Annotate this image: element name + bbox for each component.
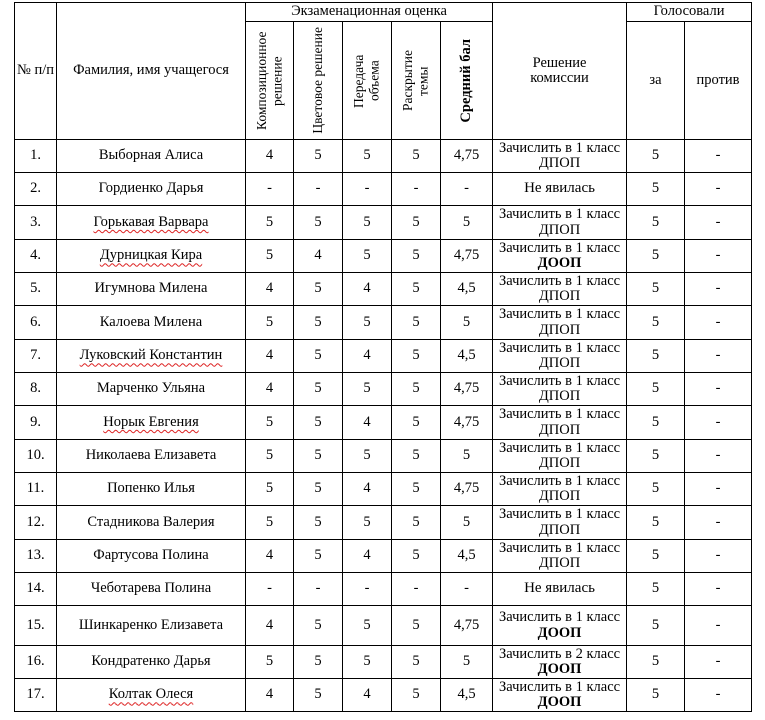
student-name-cell (57, 506, 246, 540)
decision-text: Зачислить в 1 класс (498, 609, 621, 626)
score-composition: 4 (246, 540, 294, 573)
score-color: 5 (294, 306, 343, 340)
row-number: 17. (15, 679, 57, 712)
decision-program: ДООП (537, 255, 582, 271)
student-name: Попенко Илья (107, 480, 195, 497)
decision-cell (493, 646, 627, 679)
decision-cell (493, 173, 627, 206)
score-volume: 5 (343, 646, 392, 679)
row-number: 5. (15, 273, 57, 306)
score-composition: 5 (246, 240, 294, 273)
score-average: - (441, 573, 493, 606)
score-volume: 4 (343, 340, 392, 373)
decision-cell (493, 540, 627, 573)
score-average: 5 (441, 440, 493, 473)
table-row (15, 273, 752, 306)
votes-for: 5 (627, 240, 685, 273)
score-theme: 5 (392, 473, 441, 506)
student-name-cell (57, 646, 246, 679)
score-theme: 5 (392, 646, 441, 679)
score-volume: 4 (343, 679, 392, 712)
decision-program: ДПОП (538, 355, 581, 371)
student-name: Игумнова Милена (94, 280, 208, 297)
votes-for: 5 (627, 373, 685, 406)
decision-text: Зачислить в 1 класс (498, 678, 621, 695)
votes-for: 5 (627, 473, 685, 506)
votes-against: - (685, 540, 752, 573)
decision-cell (493, 606, 627, 646)
student-name-cell (57, 440, 246, 473)
table-row (15, 540, 752, 573)
votes-against: - (685, 506, 752, 540)
row-number: 9. (15, 406, 57, 440)
row-number: 7. (15, 340, 57, 373)
decision-program: ДПОП (538, 155, 581, 171)
score-composition: 5 (246, 306, 294, 340)
votes-for: 5 (627, 306, 685, 340)
decision-cell (493, 679, 627, 712)
score-color: 5 (294, 406, 343, 440)
score-volume: 5 (343, 140, 392, 173)
header-volume-label: Передача объема (351, 53, 382, 108)
score-volume: 5 (343, 206, 392, 240)
score-color: 4 (294, 240, 343, 273)
table-row (15, 679, 752, 712)
decision-program: ДООП (537, 624, 582, 641)
table-row (15, 206, 752, 240)
student-name-cell (57, 679, 246, 712)
student-name-cell (57, 340, 246, 373)
decision-text: Зачислить в 1 класс (498, 239, 621, 256)
score-average: 4,75 (441, 373, 493, 406)
votes-against: - (685, 406, 752, 440)
row-number: 2. (15, 173, 57, 206)
table-body (15, 140, 752, 712)
score-color: 5 (294, 340, 343, 373)
decision-program: ДПОП (538, 488, 581, 504)
score-average: 4,5 (441, 340, 493, 373)
table-row (15, 406, 752, 440)
score-volume: 5 (343, 373, 392, 406)
decision-program: ДПОП (538, 521, 581, 538)
score-composition: 4 (246, 140, 294, 173)
student-name: Марченко Ульяна (96, 380, 206, 397)
decision-cell (493, 506, 627, 540)
row-number: 16. (15, 646, 57, 679)
score-volume: 5 (343, 240, 392, 273)
score-volume: 4 (343, 273, 392, 306)
votes-against: - (685, 306, 752, 340)
table-row (15, 473, 752, 506)
table-row (15, 606, 752, 646)
decision-text: Зачислить в 1 класс (498, 406, 621, 423)
row-number: 4. (15, 240, 57, 273)
decision-text: Зачислить в 1 класс (498, 506, 621, 523)
votes-against: - (685, 173, 752, 206)
score-composition: 5 (246, 473, 294, 506)
votes-against: - (685, 240, 752, 273)
score-composition: 5 (246, 506, 294, 540)
votes-for: 5 (627, 173, 685, 206)
decision-cell (493, 473, 627, 506)
score-composition: 4 (246, 606, 294, 646)
score-volume: 5 (343, 606, 392, 646)
votes-for: 5 (627, 679, 685, 712)
row-number: 8. (15, 373, 57, 406)
score-average: 4,5 (441, 540, 493, 573)
score-average: 4,5 (441, 679, 493, 712)
student-name-cell (57, 206, 246, 240)
score-average: 4,75 (441, 406, 493, 440)
votes-against: - (685, 646, 752, 679)
header-student-name: Фамилия, имя учащегося (57, 3, 246, 140)
score-average: 4,5 (441, 273, 493, 306)
decision-text: Не явилась (524, 180, 595, 197)
decision-program: ДООП (537, 694, 582, 710)
score-color: - (294, 573, 343, 606)
score-volume: 5 (343, 306, 392, 340)
score-color: 5 (294, 679, 343, 712)
votes-for: 5 (627, 273, 685, 306)
header-decision-label: Решение комиссии (530, 54, 589, 86)
score-volume: 4 (343, 473, 392, 506)
score-average: - (441, 173, 493, 206)
header-color (294, 22, 343, 140)
student-name-cell (57, 273, 246, 306)
score-average: 4,75 (441, 240, 493, 273)
votes-for: 5 (627, 540, 685, 573)
header-against: против (685, 22, 752, 140)
score-theme: - (392, 573, 441, 606)
decision-program: ДПОП (538, 421, 581, 438)
student-name-cell (57, 473, 246, 506)
student-name-cell (57, 540, 246, 573)
student-name: Выборная Алиса (98, 147, 204, 164)
votes-against: - (685, 206, 752, 240)
votes-for: 5 (627, 140, 685, 173)
table-row (15, 373, 752, 406)
score-theme: 5 (392, 306, 441, 340)
decision-text: Зачислить в 1 класс (498, 206, 621, 223)
score-average: 5 (441, 206, 493, 240)
decision-text: Зачислить в 1 класс (498, 372, 621, 389)
row-number: 11. (15, 473, 57, 506)
table-row (15, 340, 752, 373)
score-average: 5 (441, 306, 493, 340)
score-color: 5 (294, 506, 343, 540)
votes-for: 5 (627, 440, 685, 473)
votes-against: - (685, 679, 752, 712)
votes-against: - (685, 340, 752, 373)
score-theme: 5 (392, 273, 441, 306)
score-color: 5 (294, 540, 343, 573)
score-theme: 5 (392, 240, 441, 273)
header-voted-group: Голосовали (627, 3, 752, 22)
score-theme: - (392, 173, 441, 206)
student-name-cell (57, 306, 246, 340)
row-number: 15. (15, 606, 57, 646)
header-composition (246, 22, 294, 140)
votes-for: 5 (627, 340, 685, 373)
student-name: Кондратенко Дарья (91, 653, 211, 670)
table-row (15, 306, 752, 340)
score-composition: 5 (246, 206, 294, 240)
student-name-cell (57, 373, 246, 406)
score-color: 5 (294, 273, 343, 306)
score-volume: 5 (343, 506, 392, 540)
score-color: 5 (294, 373, 343, 406)
votes-for: 5 (627, 606, 685, 646)
decision-cell (493, 240, 627, 273)
score-average: 4,75 (441, 140, 493, 173)
header-num: № п/п (15, 3, 57, 140)
student-name: Николаева Елизавета (85, 447, 217, 464)
score-color: 5 (294, 606, 343, 646)
header-exam-group: Экзаменационная оценка (246, 3, 493, 22)
score-composition: - (246, 173, 294, 206)
decision-text: Зачислить в 1 класс (498, 539, 621, 556)
votes-against: - (685, 606, 752, 646)
header-volume (343, 22, 392, 140)
student-name-cell (57, 173, 246, 206)
student-name: Фартусова Полина (93, 547, 209, 564)
student-name-cell (57, 140, 246, 173)
score-composition: - (246, 573, 294, 606)
decision-text: Зачислить в 1 класс (498, 472, 621, 489)
decision-cell (493, 273, 627, 306)
score-theme: 5 (392, 679, 441, 712)
score-volume: 4 (343, 406, 392, 440)
score-composition: 5 (246, 406, 294, 440)
header-average-label: Средний бал (458, 38, 475, 123)
decision-text: Зачислить в 1 класс (498, 439, 621, 456)
votes-against: - (685, 573, 752, 606)
score-average: 5 (441, 646, 493, 679)
score-volume: 5 (343, 440, 392, 473)
votes-against: - (685, 440, 752, 473)
table-row (15, 573, 752, 606)
decision-program: ДПОП (538, 288, 581, 304)
decision-cell (493, 573, 627, 606)
student-name-cell (57, 240, 246, 273)
row-number: 10. (15, 440, 57, 473)
score-theme: 5 (392, 440, 441, 473)
decision-program: ДООП (537, 661, 582, 677)
header-for: за (627, 22, 685, 140)
student-name-cell (57, 606, 246, 646)
votes-for: 5 (627, 406, 685, 440)
table-row (15, 173, 752, 206)
score-theme: 5 (392, 340, 441, 373)
row-number: 14. (15, 573, 57, 606)
row-number: 6. (15, 306, 57, 340)
score-theme: 5 (392, 373, 441, 406)
student-name: Норык Евгения (103, 413, 199, 430)
decision-program: ДПОП (538, 455, 581, 471)
score-average: 5 (441, 506, 493, 540)
student-name: Шинкаренко Елизавета (78, 616, 224, 633)
score-composition: 4 (246, 373, 294, 406)
score-theme: 5 (392, 206, 441, 240)
score-color: 5 (294, 646, 343, 679)
decision-cell (493, 373, 627, 406)
student-name: Гордиенко Дарья (98, 180, 204, 197)
votes-for: 5 (627, 646, 685, 679)
score-composition: 4 (246, 340, 294, 373)
header-theme-label: Раскрытие темы (400, 50, 431, 111)
table-row (15, 440, 752, 473)
student-name: Чеботарева Полина (90, 580, 212, 597)
header-theme (392, 22, 441, 140)
student-name: Дурницкая Кира (99, 247, 203, 264)
votes-for: 5 (627, 206, 685, 240)
score-volume: - (343, 173, 392, 206)
votes-against: - (685, 473, 752, 506)
table-row (15, 140, 752, 173)
header-color-label: Цветовое решение (310, 27, 326, 134)
score-theme: 5 (392, 540, 441, 573)
decision-cell (493, 440, 627, 473)
header-average (441, 22, 493, 140)
votes-against: - (685, 373, 752, 406)
score-composition: 4 (246, 273, 294, 306)
decision-cell (493, 206, 627, 240)
decision-cell (493, 306, 627, 340)
decision-program: ДПОП (538, 221, 581, 238)
student-name: Стадникова Валерия (87, 513, 215, 530)
decision-text: Не явилась (524, 580, 595, 597)
score-average: 4,75 (441, 606, 493, 646)
score-theme: 5 (392, 606, 441, 646)
decision-program: ДПОП (538, 555, 581, 571)
score-composition: 4 (246, 679, 294, 712)
decision-text: Зачислить в 1 класс (498, 139, 621, 156)
student-name-cell (57, 406, 246, 440)
decision-text: Зачислить в 2 класс (498, 645, 621, 662)
decision-text: Зачислить в 1 класс (498, 306, 621, 323)
decision-program: ДПОП (538, 321, 581, 338)
table-row (15, 506, 752, 540)
score-theme: 5 (392, 406, 441, 440)
student-name-cell (57, 573, 246, 606)
decision-cell (493, 406, 627, 440)
student-name: Калоева Милена (99, 313, 203, 330)
row-number: 12. (15, 506, 57, 540)
score-color: 5 (294, 140, 343, 173)
score-volume: - (343, 573, 392, 606)
decision-program: ДПОП (538, 388, 581, 404)
score-color: 5 (294, 206, 343, 240)
score-theme: 5 (392, 506, 441, 540)
score-average: 4,75 (441, 473, 493, 506)
row-number: 13. (15, 540, 57, 573)
table-row (15, 240, 752, 273)
score-composition: 5 (246, 646, 294, 679)
row-number: 1. (15, 140, 57, 173)
student-name: Луковский Константин (79, 347, 223, 364)
decision-cell (493, 340, 627, 373)
score-color: - (294, 173, 343, 206)
votes-against: - (685, 140, 752, 173)
votes-against: - (685, 273, 752, 306)
score-theme: 5 (392, 140, 441, 173)
row-number: 3. (15, 206, 57, 240)
exam-results-table (14, 2, 752, 712)
score-composition: 5 (246, 440, 294, 473)
decision-text: Зачислить в 1 класс (498, 339, 621, 356)
votes-for: 5 (627, 573, 685, 606)
votes-for: 5 (627, 506, 685, 540)
header-composition-label: Композиционное решение (253, 31, 285, 130)
decision-text: Зачислить в 1 класс (498, 272, 621, 289)
score-volume: 4 (343, 540, 392, 573)
decision-cell (493, 140, 627, 173)
score-color: 5 (294, 440, 343, 473)
header-decision (493, 3, 627, 140)
student-name: Горькавая Варвара (93, 213, 209, 230)
score-color: 5 (294, 473, 343, 506)
student-name: Колтак Олеся (108, 686, 194, 703)
table-row (15, 646, 752, 679)
